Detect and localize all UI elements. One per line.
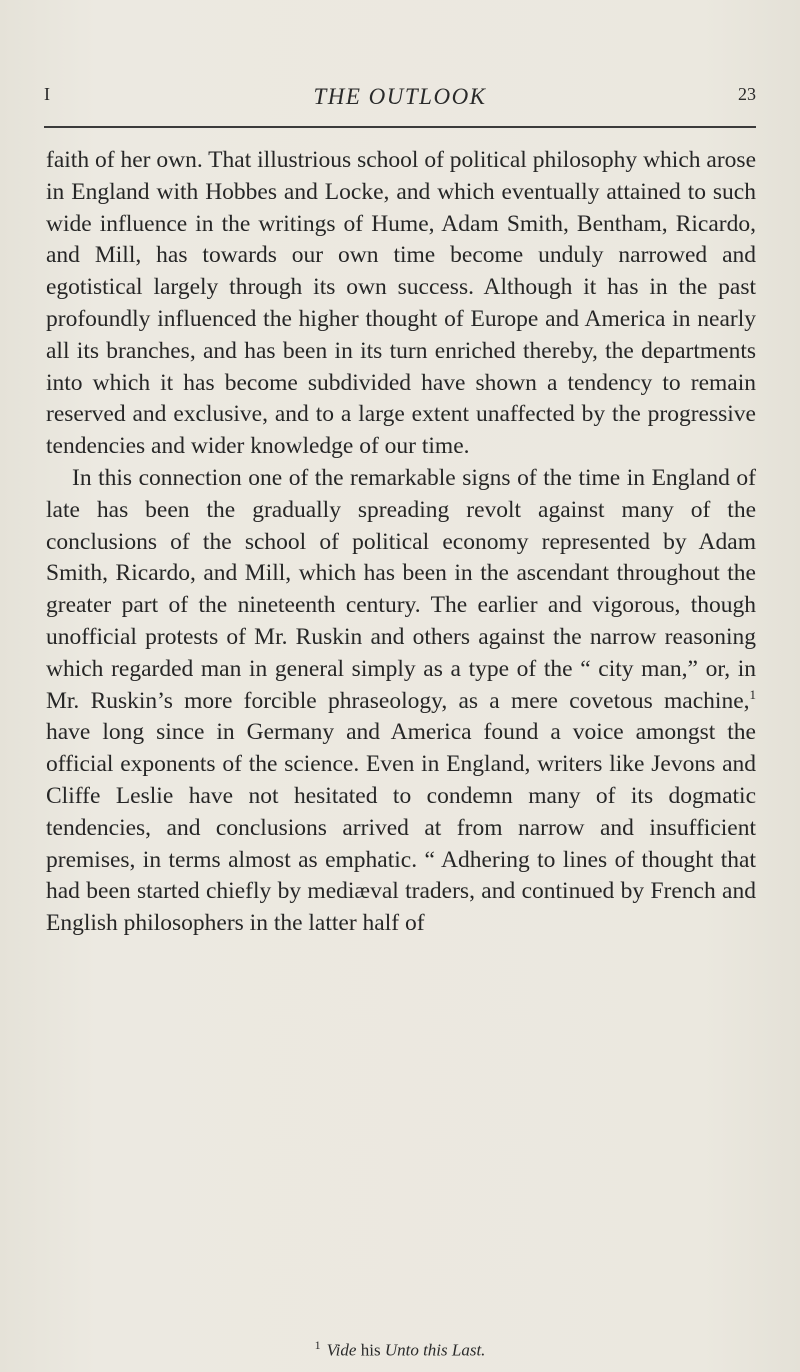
paragraph-1: faith of her own. That illustrious school of political philosophy which arose in England with Hobbes and Locke, and which eventually attained to such wide influence in the writings of Hume, Adam Smith, Bentham, Ricardo, and Mill, has towards our own time become unduly narrowed and egotistical largely through its own success. Although it has in the past profoundly influenced the higher thought of Europe and America in nearly all its branches, and has been in its turn enriched thereby, the departments into which it has become subdivided have shown a tendency to remain reserved and exclusive, and to a large extent unaffected by the progressive tendencies and wider knowledge of our time. — [46, 147, 756, 460]
page-header — [44, 84, 756, 120]
footnote-vide: Vide — [326, 1340, 357, 1360]
paragraph-2 — [46, 463, 756, 940]
footnote-middle: his — [356, 1340, 385, 1360]
paragraph-2-part-1: In this connection one of the remarkable signs of the time in England of late has been the gradually spreading revolt against many of the conclusions of the school of political economy represented by Adam Smith, Ricardo, and Mill, which has been in the ascendant throughout the greater part of the nineteenth century. The earlier and vigorous, though unofficial protests of Mr. Ruskin and others against the narrow reasoning which regarded man in general simply as a type of the “ city man,” or, in Mr. Ruskin’s more forcible phraseology, as a mere covetous machine, — [46, 464, 756, 714]
paragraph-2-part-2: have long since in Germany and America found a voice amongst the official exponents of the science. Even in England, writers like Jevons and Cliffe Leslie have not hesitated to condemn many of its dogmatic tendencies, and conclusions arrived at from narrow and insufficient premises, in terms almost as emphatic. “ Adhering to lines of thought that had been started chiefly by mediæval traders, and continued by French and English philosophers in the latter half of — [46, 719, 756, 937]
footnote-reference: 1 — [749, 686, 756, 702]
page-number: 23 — [738, 84, 756, 104]
body-text — [46, 145, 756, 940]
header-rule — [44, 126, 756, 128]
signature-marker: I — [44, 84, 50, 104]
footnote-number: 1 — [314, 1338, 321, 1352]
footnote — [0, 1338, 800, 1361]
footnote-title: Unto this Last. — [384, 1340, 486, 1360]
running-title: THE OUTLOOK — [313, 84, 487, 109]
